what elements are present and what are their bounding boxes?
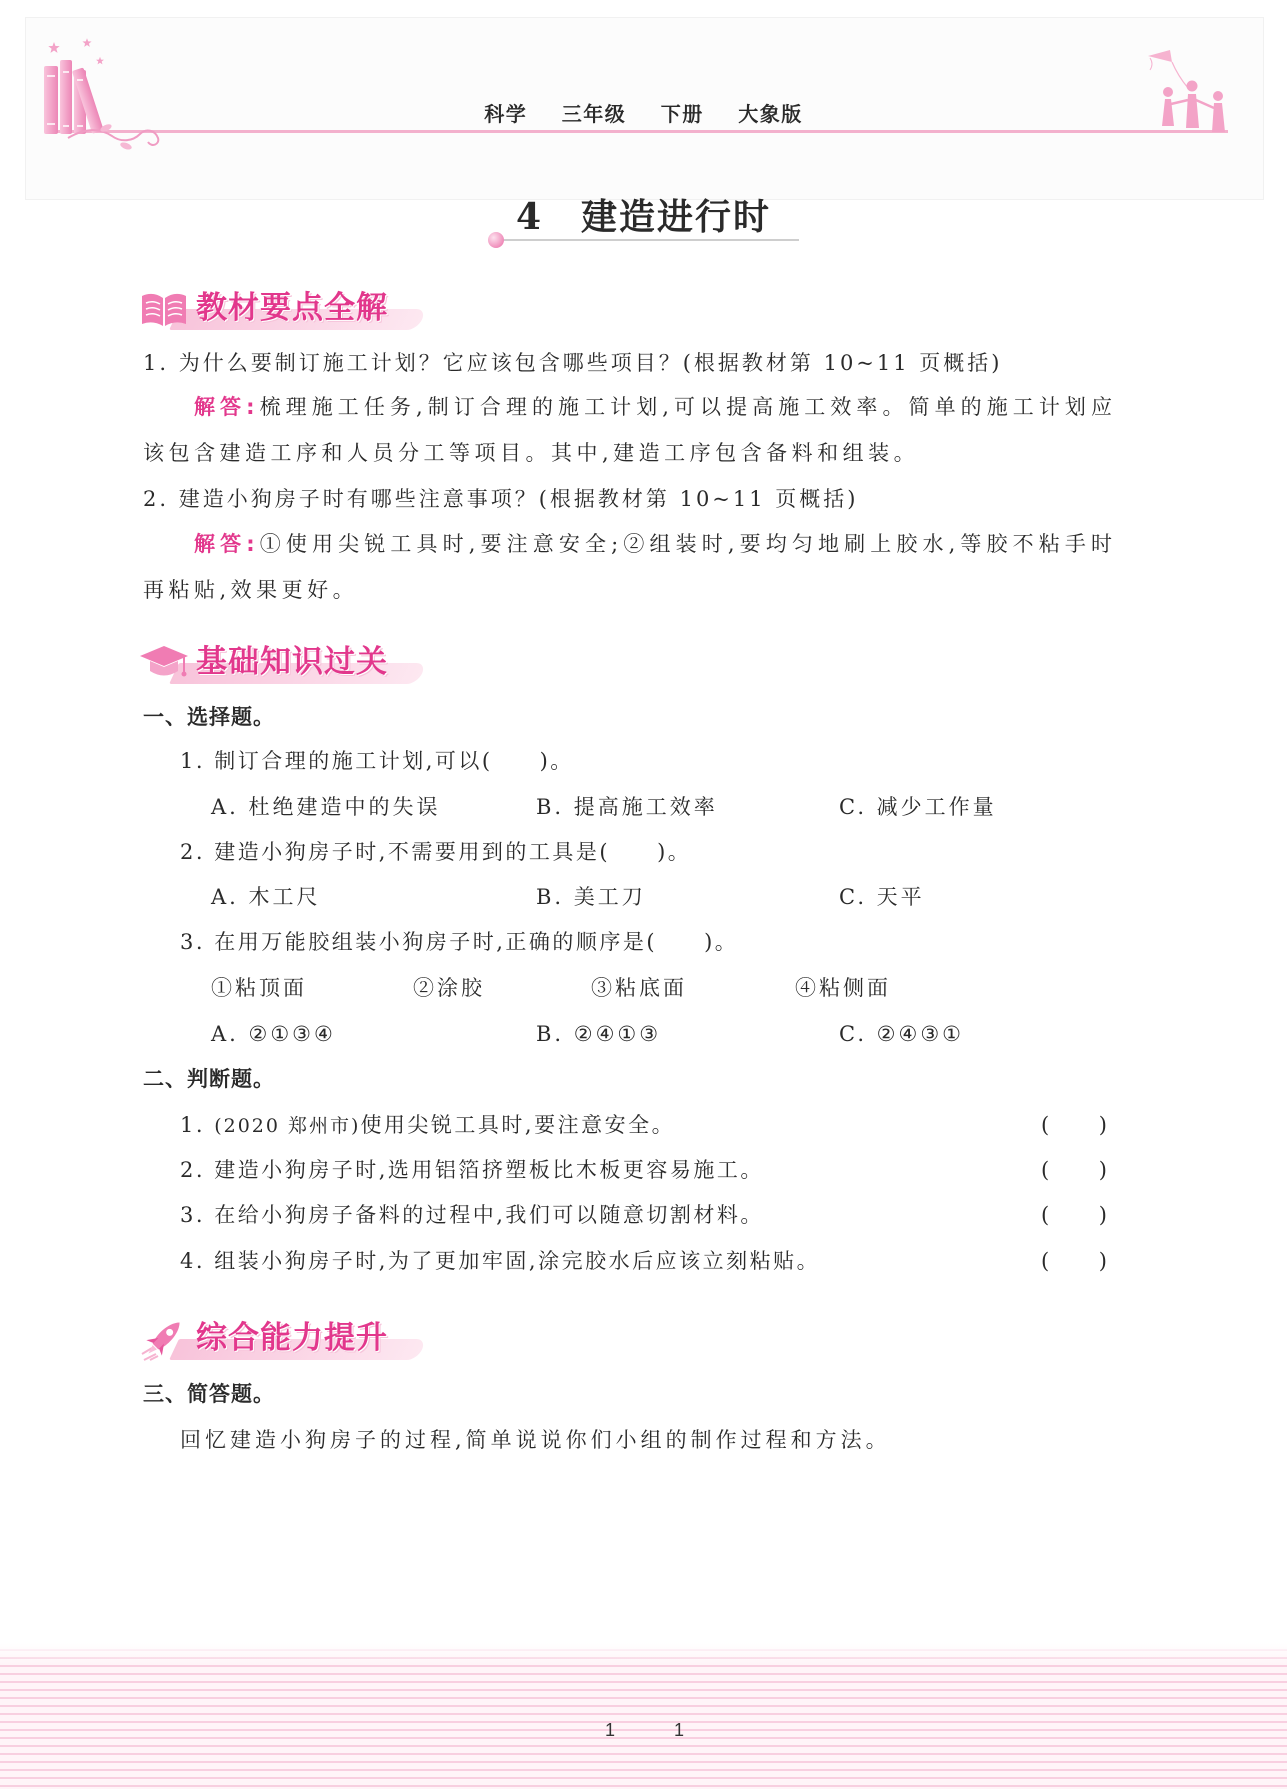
judge-item-1 xyxy=(0,1110,1287,1140)
textbook-answer-2-line-2: 再粘贴,效果更好。 xyxy=(143,578,359,602)
answer-blank: ( ) xyxy=(1041,1249,1110,1273)
step-3: ③粘底面 xyxy=(591,976,687,1000)
rocket-icon xyxy=(138,1314,190,1362)
item-number: 3. xyxy=(180,1203,215,1227)
option-b: B. 提高施工效率 xyxy=(536,795,718,819)
option-c: C. ②④③① xyxy=(839,1022,964,1046)
children-kite-decoration xyxy=(1146,50,1238,136)
textbook-answer-1-line-1 xyxy=(194,392,1112,422)
choice-options-1 xyxy=(0,792,1287,822)
judge-text xyxy=(180,1155,764,1185)
option-a: A. 木工尺 xyxy=(211,885,321,909)
option-c: C. 天平 xyxy=(839,885,925,909)
books-stars-decoration xyxy=(40,36,165,151)
textbook-answer-2-line-1 xyxy=(194,529,1112,559)
open-book-icon xyxy=(138,284,190,332)
page-number-digit: 1 xyxy=(605,1720,616,1740)
judge-item-2 xyxy=(0,1155,1287,1185)
item-number: 2. xyxy=(180,1158,215,1182)
judge-section-label: 二、判断题。 xyxy=(143,1067,275,1091)
assembly-steps xyxy=(0,973,1287,1003)
item-number: 1. xyxy=(180,1113,215,1137)
subject-label: 科学 xyxy=(484,102,528,126)
section-title: 基础知识过关 xyxy=(196,644,388,680)
title-underline xyxy=(452,230,802,250)
footer-fade xyxy=(0,1643,1287,1665)
option-c: C. 减少工作量 xyxy=(839,795,997,819)
statement: 建造小狗房子时,选用铝箔挤塑板比木板更容易施工。 xyxy=(214,1158,764,1182)
choice-question-2: 2. 建造小狗房子时,不需要用到的工具是( )。 xyxy=(180,840,692,864)
answer-text: 梳理施工任务,制订合理的施工计划,可以提高施工效率。简单的施工计划应 xyxy=(254,395,1112,419)
judge-text xyxy=(180,1200,764,1230)
section-heading-advanced xyxy=(138,1312,438,1364)
textbook-question-2: 2. 建造小狗房子时有哪些注意事项？(根据教材第 10~11 页概括) xyxy=(143,487,859,511)
graduation-cap-icon xyxy=(138,638,190,686)
option-b: B. ②④①③ xyxy=(536,1022,662,1046)
choice-options-3 xyxy=(0,1019,1287,1049)
item-number: 4. xyxy=(180,1249,215,1273)
edition-label: 大象版 xyxy=(738,102,803,126)
question-source: (2020 郑州市) xyxy=(214,1115,361,1137)
answer-text: ①使用尖锐工具时,要注意安全;②组装时,要均匀地刷上胶水,等胶不粘手时 xyxy=(254,532,1112,556)
short-answer-section-label: 三、简答题。 xyxy=(143,1382,275,1406)
statement: 在给小狗房子备料的过程中,我们可以随意切割材料。 xyxy=(214,1203,764,1227)
lesson-name: 建造进行时 xyxy=(581,196,772,238)
statement: 组装小狗房子时,为了更加牢固,涂完胶水后应该立刻粘贴。 xyxy=(214,1249,821,1273)
section-title: 综合能力提升 xyxy=(196,1320,388,1356)
answer-label: 解答: xyxy=(194,532,255,556)
step-1: ①粘顶面 xyxy=(211,976,307,1000)
judge-item-4 xyxy=(0,1246,1287,1276)
answer-blank: ( ) xyxy=(1041,1203,1110,1227)
section-heading-basics xyxy=(138,636,438,688)
statement: 使用尖锐工具时,要注意安全。 xyxy=(360,1113,676,1137)
answer-label: 解答: xyxy=(194,395,255,419)
judge-item-3 xyxy=(0,1200,1287,1230)
judge-text xyxy=(180,1246,820,1276)
choice-options-2 xyxy=(0,882,1287,912)
choice-section-label: 一、选择题。 xyxy=(143,705,275,729)
volume-label: 下册 xyxy=(660,102,704,126)
choice-question-3: 3. 在用万能胶组装小狗房子时,正确的顺序是( )。 xyxy=(180,930,739,954)
step-4: ④粘侧面 xyxy=(795,976,891,1000)
option-b: B. 美工刀 xyxy=(536,885,646,909)
step-2: ②涂胶 xyxy=(413,976,485,1000)
textbook-question-1: 1. 为什么要制订施工计划？它应该包含哪些项目？(根据教材第 10~11 页概括) xyxy=(143,351,1003,375)
textbook-answer-1-line-2: 该包含建造工序和人员分工等项目。其中,建造工序包含备料和组装。 xyxy=(143,441,920,465)
answer-blank: ( ) xyxy=(1041,1113,1110,1137)
book-info-header xyxy=(0,99,1287,129)
choice-question-1: 1. 制订合理的施工计划,可以( )。 xyxy=(180,749,574,773)
answer-blank: ( ) xyxy=(1041,1158,1110,1182)
section-title: 教材要点全解 xyxy=(196,290,388,326)
judge-text xyxy=(180,1110,675,1140)
header-rule xyxy=(46,130,1228,133)
short-answer-prompt: 回忆建造小狗房子的过程,简单说说你们小组的制作过程和方法。 xyxy=(180,1428,891,1452)
page-number-digit: 1 xyxy=(674,1720,685,1740)
option-a: A. ②①③④ xyxy=(211,1022,336,1046)
grade-label: 三年级 xyxy=(561,102,627,126)
section-heading-textbook xyxy=(138,282,438,334)
option-a: A. 杜绝建造中的失误 xyxy=(211,795,441,819)
lesson-number: 4 xyxy=(515,196,542,238)
